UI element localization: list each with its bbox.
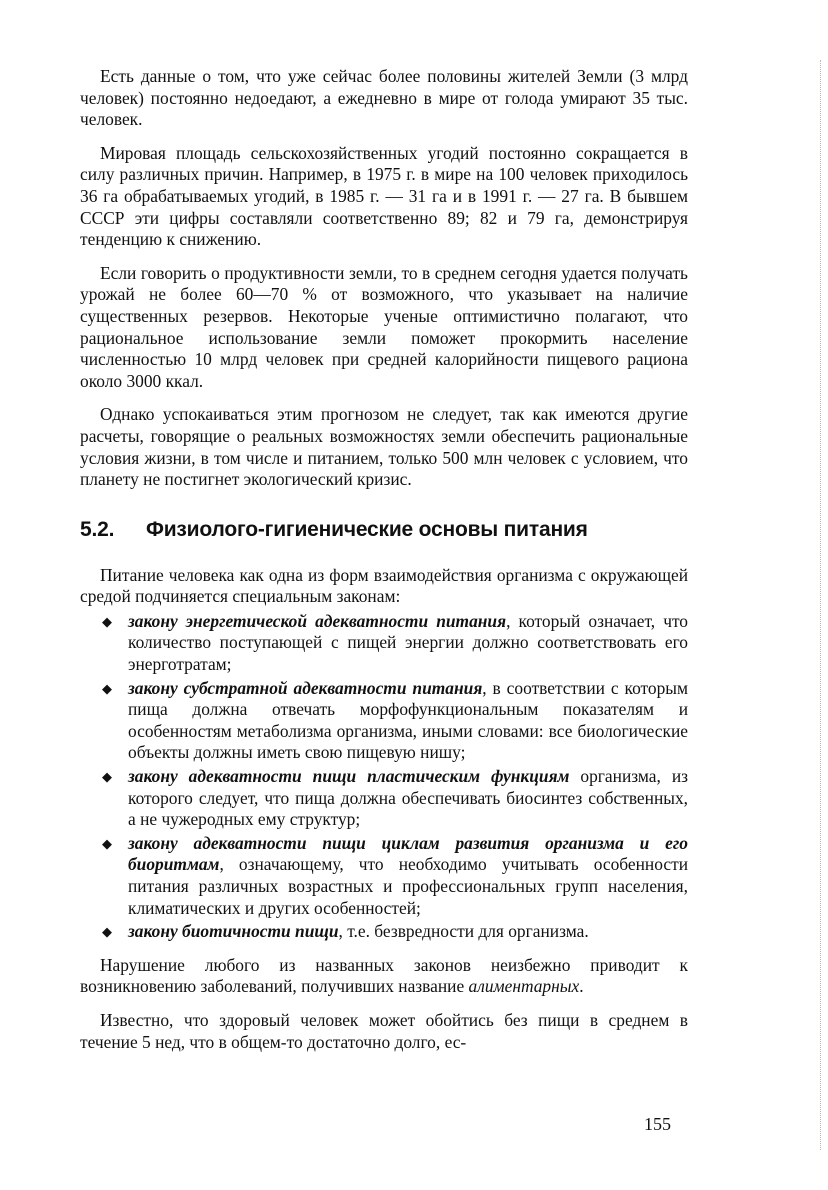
section-heading [80,517,688,543]
law-description: , означающему, что необходимо учитывать особенности питания различных возрастных и профессиональных групп населения, климатических и других особенностей; [128,854,688,918]
violation-end: . [579,976,584,997]
law-term: закону адекватности пищи пластическим функциям [128,766,570,787]
section-number: 5.2. [80,517,115,541]
paragraph-farmland: Мировая площадь сельскохозяйственных угодий постоянно сокращается в силу различных причин. Например, в 1975 г. в мире на 100 человек приходилось 36 га обрабатываемых угодий, в 1985 г. — 31 га и в 1991 г. — 27 га. В бывшем СССР эти цифры составляли соответственно 89; 82 и 79 га, демонстрируя тенденцию к снижению. [80,142,688,250]
diamond-bullet-icon: ◆ [102,680,112,696]
list-item [80,833,688,919]
paragraph-forecast: Однако успокаиваться этим прогнозом не следует, так как имеются другие расчеты, говорящие о реальных возможностях земли обеспечить рациональные условия жизни, в том числе и питанием, только 500 млн человек с условием, что планету не постигнет экологический кризис. [80,404,688,490]
list-item [80,678,688,764]
law-term: закону энергетической адекватности питания [128,610,507,631]
diamond-bullet-icon: ◆ [102,924,112,940]
alimentary-term: алиментарных [468,976,580,997]
law-description: организма, из которого следует, что пища должна обеспечивать биосинтез собственных, а не чужеродных ему структур; [128,766,688,830]
law-term: закону биотичности пищи [128,921,339,942]
law-description: , который означает, что количество поступающей с пищей энергии должно соответствовать его энерготратам; [128,610,689,675]
law-description: , т.е. безвредности для организма. [338,921,589,942]
page-body [80,66,688,1053]
diamond-bullet-icon: ◆ [102,769,112,785]
paragraph-violation [80,955,688,998]
diamond-bullet-icon: ◆ [102,613,112,629]
list-item [80,611,688,676]
page-edge-rule [820,60,822,1150]
paragraph-intro: Питание человека как одна из форм взаимодействия организма с окружающей средой подчиняется специальным законам: [80,564,688,607]
paragraph-productivity: Если говорить о продуктивности земли, то в среднем сегодня удается получать урожай не более 60—70 % от возможного, что указывает на наличие существенных резервов. Некоторые ученые оптимистично полагают, что рациональное использование земли поможет прокормить население численностью 10 млрд человек при средней калорийности пищевого рациона около 3000 ккал. [80,262,688,391]
law-term: закону адекватности пищи циклам развития организма и его биоритмам [128,832,688,875]
diamond-bullet-icon: ◆ [102,835,112,851]
list-item [80,921,688,943]
page-number: 155 [644,1114,671,1134]
laws-list [80,611,688,943]
paragraph-hunger: Есть данные о том, что уже сейчас более половины жителей Земли (3 млрд человек) постоянно недоедают, а ежедневно в мире от голода умирают 35 тыс. человек. [80,66,688,130]
law-term: закону субстратной адекватности питания [128,677,483,698]
section-title: Физиолого-гигиенические основы питания [146,517,588,541]
list-item [80,766,688,831]
paragraph-fasting: Известно, что здоровый человек может обойтись без пищи в среднем в течение 5 нед, что в общем-то достаточно долго, ес- [80,1009,688,1052]
violation-text: Нарушение любого из названных законов неизбежно приводит к возникновению заболеваний, получивших название [80,954,688,997]
law-description: , в соответствии с которым пища должна отвечать морфофункциональным показателям и особенностям метаболизма организма, иными словами: все биологические объекты должны иметь свою пищевую нишу; [128,677,688,763]
